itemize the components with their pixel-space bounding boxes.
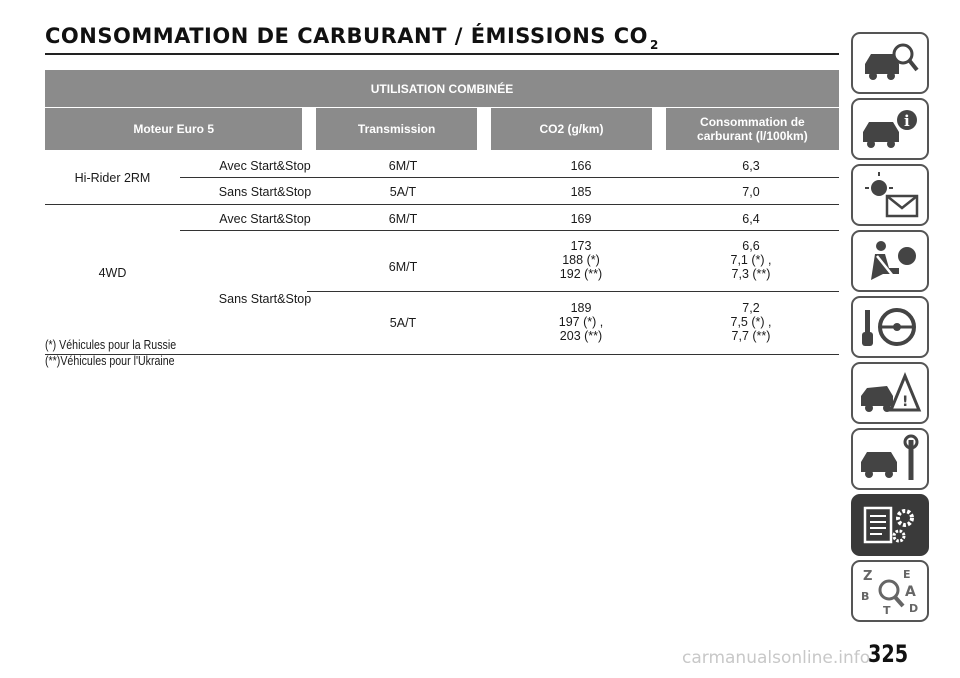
page-number: 325 [868, 640, 909, 668]
cell-transmission: 5A/T [389, 316, 417, 330]
table-body [45, 150, 839, 368]
cell-co2-line: 203 (**) [559, 329, 603, 343]
col-header-transmission: Transmission [316, 108, 477, 150]
col-header-consumption: Consommation de carburant (l/100km) [666, 108, 839, 150]
cell-consumption-line: 7,2 [742, 301, 760, 315]
svg-text:A: A [905, 584, 916, 600]
col-header-engine: Moteur Euro 5 [45, 108, 302, 150]
cell-transmission: 6M/T [388, 159, 418, 173]
car-info-icon [857, 104, 923, 154]
tab-emergency[interactable] [851, 362, 929, 424]
alphabetical-index-search-icon [857, 566, 923, 616]
page-title: CONSOMMATION DE CARBURANT / ÉMISSIONS CO $_2$ [45, 24, 659, 52]
cell-consumption-line: 6,6 [742, 239, 760, 253]
cell-transmission: 6M/T [388, 260, 418, 274]
cell-co2-line: 189 [570, 301, 592, 315]
group-divider [45, 204, 839, 205]
cell-co2-line: 192 (**) [559, 267, 603, 281]
row-divider [180, 177, 839, 178]
tab-index[interactable] [851, 560, 929, 622]
cell-consumption-line: 7,5 (*) , [730, 315, 772, 329]
cell-consumption: 6,3 [742, 159, 760, 173]
watermark: carmanualsonline.info [682, 648, 871, 668]
spec-list-gears-icon [857, 500, 923, 550]
cell-co2: 169 [570, 212, 592, 226]
title-rule [45, 53, 839, 55]
svg-text:E: E [903, 568, 911, 581]
cell-co2-line: 173 [570, 239, 592, 253]
cell-engine: 4WD [98, 266, 127, 280]
car-wrench-icon [857, 434, 923, 484]
cell-consumption-line: 7,7 (**) [731, 329, 771, 343]
key-steering-wheel-icon [857, 302, 923, 352]
group-header: UTILISATION COMBINÉE [45, 70, 839, 107]
svg-text:Z: Z [863, 569, 873, 584]
cell-consumption: 7,0 [742, 185, 760, 199]
svg-text:i: i [904, 112, 910, 130]
cell-transmission: 6M/T [388, 212, 418, 226]
column-headers [45, 108, 839, 150]
row-divider [307, 291, 839, 292]
cell-consumption: 6,4 [742, 212, 760, 226]
svg-text:!: ! [902, 394, 909, 410]
cell-variant: Avec Start&Stop [219, 212, 311, 226]
cell-co2: 166 [570, 159, 592, 173]
title-subscript: 2 [650, 38, 659, 52]
svg-text:B: B [861, 590, 870, 603]
cell-co2: 185 [570, 185, 592, 199]
seat-airbag-icon [857, 236, 923, 286]
cell-engine: Hi-Rider 2RM [74, 171, 151, 185]
cell-co2-line: 197 (*) , [558, 315, 604, 329]
tab-technical-specs[interactable] [851, 494, 929, 556]
tab-starting-driving[interactable] [851, 296, 929, 358]
col-header-co2: CO2 (g/km) [491, 108, 652, 150]
warning-light-message-icon [857, 170, 923, 220]
tab-safety[interactable] [851, 230, 929, 292]
row-divider [180, 230, 839, 231]
cell-consumption-line: 7,3 (**) [731, 267, 771, 281]
cell-co2-line: 188 (*) [562, 253, 600, 267]
cell-transmission: 5A/T [389, 185, 417, 199]
cell-variant: Sans Start&Stop [218, 185, 312, 199]
svg-text:D: D [909, 602, 919, 615]
consumption-table [45, 70, 839, 368]
footnote-russia: (*) Véhicules pour la Russie [45, 338, 177, 352]
cell-variant: Sans Start&Stop [218, 292, 312, 306]
tab-maintenance[interactable] [851, 428, 929, 490]
svg-text:T: T [883, 604, 891, 616]
car-breakdown-warning-icon [857, 368, 923, 418]
tab-car-info[interactable] [851, 98, 929, 160]
footnote-ukraine: (**)Véhicules pour l'Ukraine [45, 354, 175, 368]
tab-warning-lights[interactable] [851, 164, 929, 226]
car-search-icon [857, 38, 923, 88]
cell-consumption-line: 7,1 (*) , [730, 253, 772, 267]
cell-variant: Avec Start&Stop [219, 159, 311, 173]
tab-car-search[interactable] [851, 32, 929, 94]
